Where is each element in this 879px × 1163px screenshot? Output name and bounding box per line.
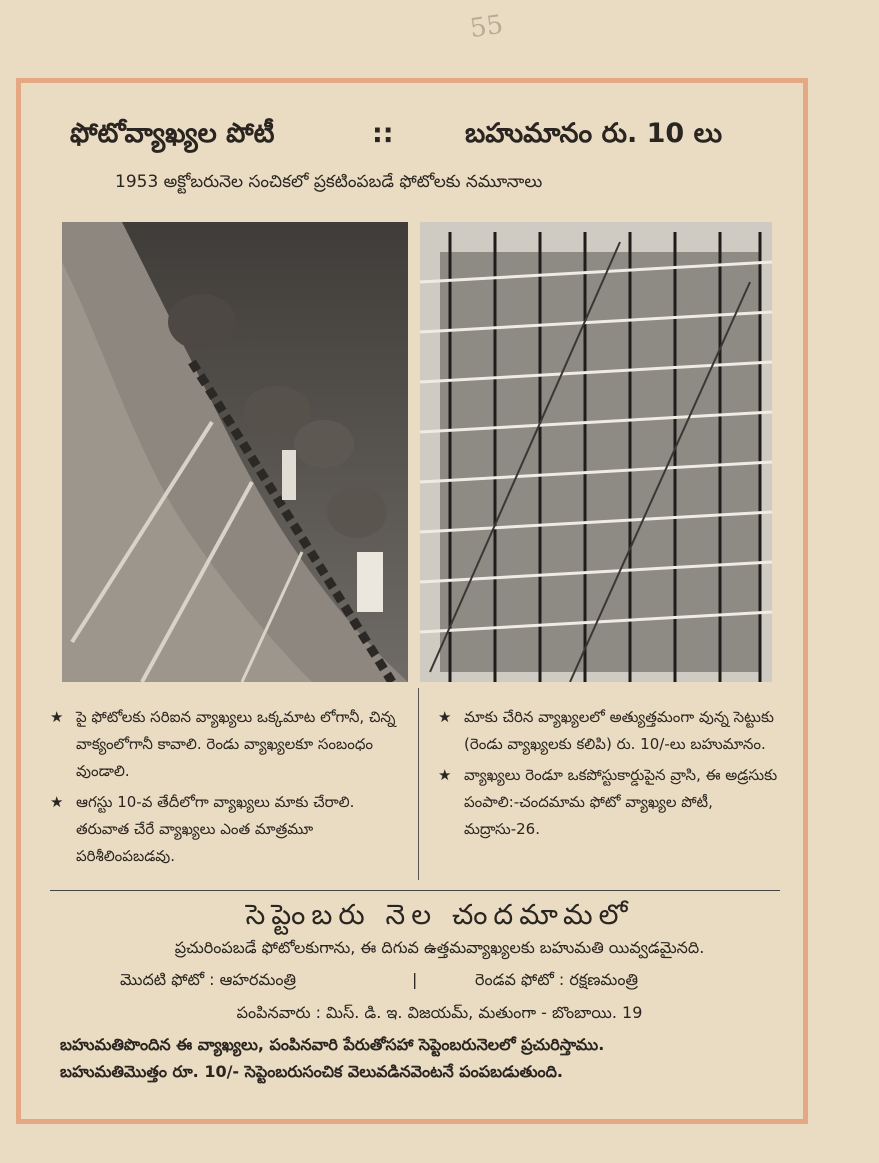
sender-line: పంపినవారు : మిస్. డి. ఇ. విజయమ్, మతుంగా - బొంబాయి. 19 bbox=[236, 1003, 643, 1022]
subheading: 1953 అక్టోబరునెల సంచికలో ప్రకటింపబడే ఫోటోలకు నమూనాలు bbox=[115, 172, 543, 192]
heading-separator: :: bbox=[372, 118, 394, 149]
rule-item bbox=[438, 704, 788, 758]
rules-right-column bbox=[438, 704, 788, 847]
winners-separator: | bbox=[412, 970, 418, 989]
star-icon: ★ bbox=[50, 793, 64, 811]
september-announcement: ప్రచురింపబడే ఫోటోలకుగాను, ఈ దిగువ ఉత్తమవ్యాఖ్యలకు బహుమతి యివ్వడమైనది. bbox=[174, 938, 705, 957]
rule-item bbox=[438, 762, 788, 843]
contest-heading bbox=[70, 118, 770, 158]
footer-line-2: బహుమతిమొత్తం రూ. 10/- సెప్టెంబరుసంచిక వెలువడినవెంటనే పంపబడుతుంది. bbox=[60, 1062, 563, 1081]
photo-scaffolding bbox=[420, 222, 772, 682]
star-icon: ★ bbox=[50, 708, 64, 726]
star-icon: ★ bbox=[438, 766, 452, 784]
rule-text: ఆగస్టు 10-వ తేదీలోగా వ్యాఖ్యలు మాకు చేరాలి. తరువాత చేరే వ్యాఖ్యలు ఎంత మాత్రమూ పరిశీలింపబడవు. bbox=[76, 793, 355, 865]
first-photo-caption: మొదటి ఫోటో : ఆహరమంత్రి bbox=[120, 970, 296, 989]
contest-title: ఫోటోవ్యాఖ్యల పోటీ bbox=[70, 118, 275, 149]
september-title: సెప్టెంబరు నెల చందమామలో bbox=[245, 898, 634, 931]
prize-amount: బహుమానం రు. 10 లు bbox=[465, 118, 723, 149]
rule-text: వ్యాఖ్యలు రెండూ ఒకపోస్టుకార్డుపైన వ్రాసి, ఈ అడ్రసుకు పంపాలి:-చందమామ ఫోటో వ్యాఖ్యల పోటీ, మద్రాసు-26. bbox=[464, 766, 778, 838]
page-number: 55 bbox=[468, 9, 506, 45]
rule-text: మాకు చేరిన వ్యాఖ్యలలో అత్యుత్తమంగా వున్న సెట్టుకు (రెండు వ్యాఖ్యలకు కలిపి) రు. 10/-లు బహుమానం. bbox=[464, 708, 774, 753]
photo-rock-climbers bbox=[62, 222, 408, 682]
rule-text: పై ఫోటోలకు సరిఐన వ్యాఖ్యలు ఒక్కమాట లోగానీ, చిన్న వాక్యంలోగానీ కావాలి. రెండు వ్యాఖ్యలకూ సంబంధం వుండాలి. bbox=[76, 708, 396, 780]
rules-left-column bbox=[50, 704, 405, 874]
column-divider bbox=[418, 688, 419, 880]
star-icon: ★ bbox=[438, 708, 452, 726]
section-divider bbox=[50, 890, 780, 891]
winners-row bbox=[0, 970, 879, 996]
footer-line-1: బహుమతిపొందిన ఈ వ్యాఖ్యలు, పంపినవారి పేరుతోసహా సెప్టెంబరునెలలో ప్రచురిస్తాము. bbox=[60, 1035, 605, 1054]
second-photo-caption: రెండవ ఫోటో : రక్షణమంత్రి bbox=[475, 970, 638, 989]
rule-item bbox=[50, 789, 405, 870]
rule-item bbox=[50, 704, 405, 785]
